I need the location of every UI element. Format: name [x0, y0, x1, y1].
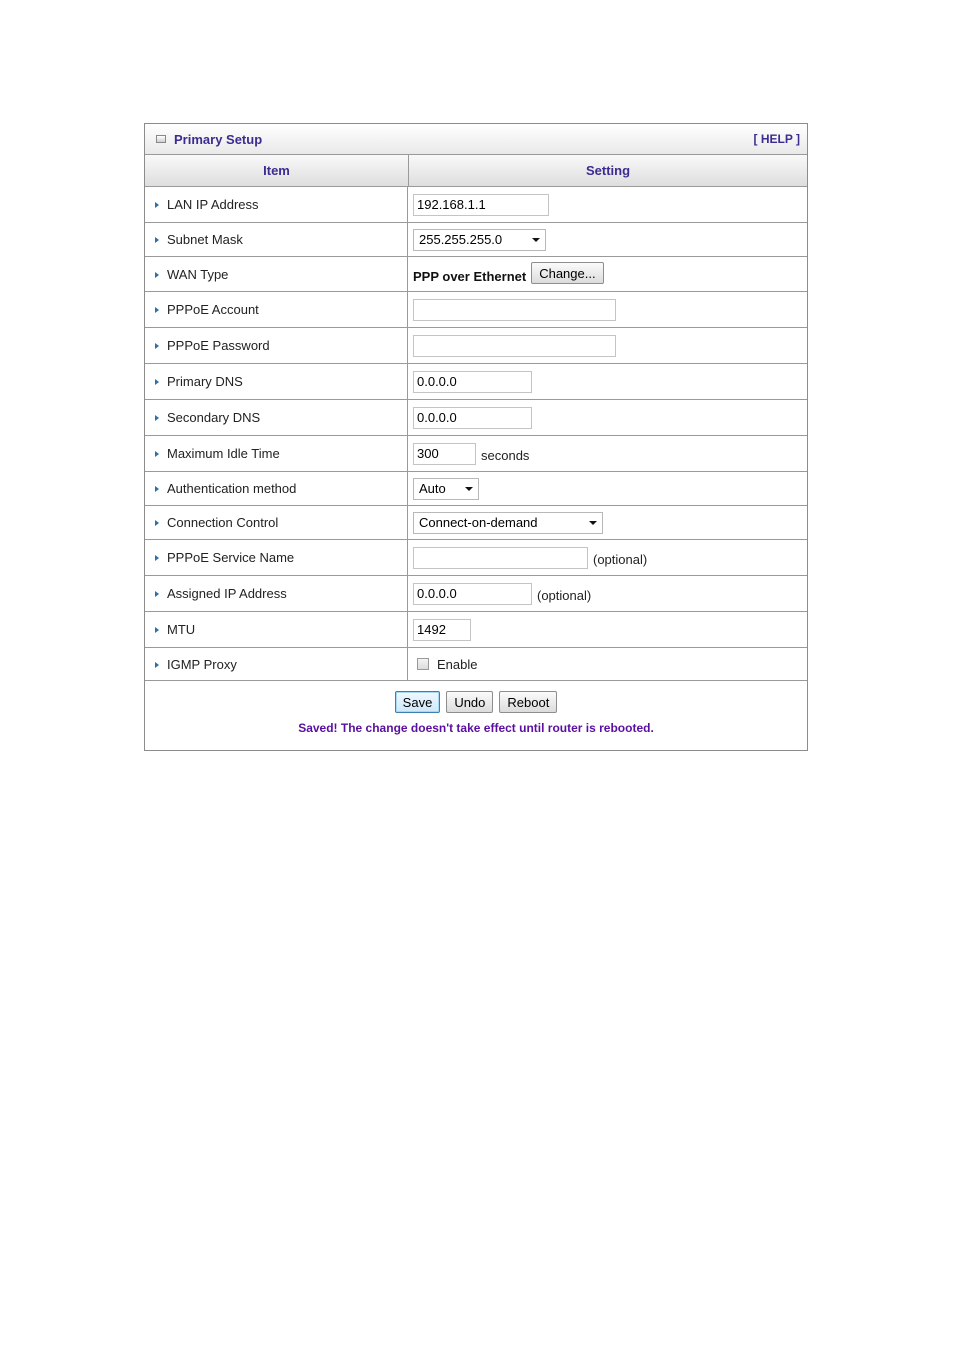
secondary-dns-input[interactable]: 0.0.0.0 — [413, 407, 532, 429]
auth-method-value: Auto — [419, 481, 446, 496]
connection-control-select[interactable] — [413, 512, 603, 534]
bullet-arrow-icon — [155, 415, 159, 421]
table-row — [145, 612, 807, 648]
service-name-label: PPPoE Service Name — [167, 550, 295, 565]
table-row — [145, 328, 807, 364]
table-row — [145, 292, 807, 328]
subnet-mask-value: 255.255.255.0 — [419, 232, 503, 247]
form-footer — [145, 681, 807, 750]
action-buttons — [145, 691, 807, 713]
service-name-note: (optional) — [593, 552, 648, 567]
subnet-mask-label: Subnet Mask — [167, 232, 243, 247]
table-header — [145, 155, 807, 187]
bullet-arrow-icon — [155, 202, 159, 208]
table-row — [145, 436, 807, 472]
primary-setup-panel — [144, 123, 808, 751]
header-setting: Setting — [585, 163, 631, 178]
table-row — [145, 576, 807, 612]
auth-method-label: Authentication method — [167, 481, 297, 496]
connection-control-value: Connect-on-demand — [419, 515, 538, 530]
assigned-ip-label: Assigned IP Address — [167, 586, 287, 601]
wan-type-value: PPP over Ethernet — [413, 268, 527, 284]
pppoe-password-label: PPPoE Password — [167, 338, 270, 353]
bullet-arrow-icon — [155, 272, 159, 278]
help-link[interactable]: [ HELP ] — [753, 132, 800, 146]
subnet-mask-select[interactable] — [413, 229, 546, 251]
bullet-arrow-icon — [155, 486, 159, 492]
igmp-enable-checkbox[interactable] — [417, 658, 429, 670]
table-row — [145, 257, 807, 292]
bullet-arrow-icon — [155, 591, 159, 597]
mtu-input[interactable]: 1492 — [413, 619, 471, 641]
auth-method-select[interactable] — [413, 478, 479, 500]
assigned-ip-note: (optional) — [537, 588, 592, 603]
igmp-enable-label: Enable — [437, 656, 478, 672]
panel-title: Primary Setup — [174, 132, 263, 147]
change-wan-button[interactable]: Change... — [531, 262, 603, 284]
pppoe-account-input[interactable] — [413, 299, 616, 321]
primary-dns-label: Primary DNS — [167, 374, 243, 389]
connection-control-label: Connection Control — [167, 515, 279, 530]
secondary-dns-label: Secondary DNS — [167, 410, 261, 425]
igmp-proxy-label: IGMP Proxy — [167, 656, 237, 672]
primary-dns-input[interactable]: 0.0.0.0 — [413, 371, 532, 393]
panel-titlebar — [145, 124, 807, 155]
status-message: Saved! The change doesn't take effect until router is rebooted. — [298, 721, 654, 735]
bullet-arrow-icon — [155, 307, 159, 313]
table-row — [145, 187, 807, 223]
assigned-ip-input[interactable]: 0.0.0.0 — [413, 583, 532, 605]
table-row — [145, 223, 807, 257]
bullet-arrow-icon — [155, 451, 159, 457]
bullet-arrow-icon — [155, 343, 159, 349]
idle-time-unit: seconds — [481, 448, 530, 463]
reboot-button[interactable]: Reboot — [499, 691, 557, 713]
idle-time-input[interactable]: 300 — [413, 443, 476, 465]
chevron-down-icon — [589, 521, 597, 525]
chevron-down-icon — [532, 238, 540, 242]
table-row — [145, 506, 807, 540]
table-row — [145, 648, 807, 681]
bullet-arrow-icon — [155, 627, 159, 633]
mtu-label: MTU — [167, 622, 196, 637]
bullet-arrow-icon — [155, 379, 159, 385]
table-row — [145, 472, 807, 506]
header-item: Item — [145, 155, 409, 186]
pppoe-password-input[interactable] — [413, 335, 616, 357]
chevron-down-icon — [465, 487, 473, 491]
service-name-input[interactable] — [413, 547, 588, 569]
bullet-arrow-icon — [155, 520, 159, 526]
save-button[interactable]: Save — [395, 691, 441, 713]
bullet-arrow-icon — [155, 237, 159, 243]
undo-button[interactable]: Undo — [446, 691, 493, 713]
table-row — [145, 400, 807, 436]
wan-type-label: WAN Type — [167, 266, 229, 282]
table-row — [145, 364, 807, 400]
table-row — [145, 540, 807, 576]
window-icon — [156, 135, 166, 143]
bullet-arrow-icon — [155, 662, 159, 668]
idle-time-label: Maximum Idle Time — [167, 446, 280, 461]
pppoe-account-label: PPPoE Account — [167, 302, 259, 317]
bullet-arrow-icon — [155, 555, 159, 561]
lan-ip-input[interactable]: 192.168.1.1 — [413, 194, 549, 216]
lan-ip-label: LAN IP Address — [167, 197, 259, 212]
